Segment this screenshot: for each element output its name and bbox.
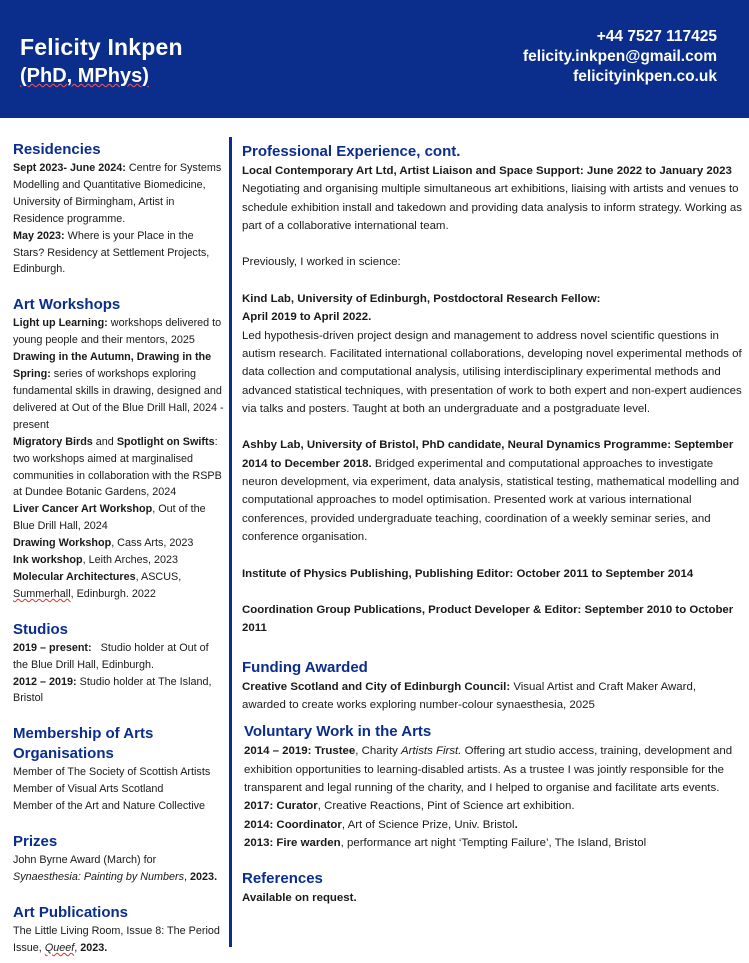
prize-item: John Byrne Award (March) for Synaesthesia: Painting by Numbers, 2023. bbox=[13, 854, 218, 883]
publications-heading: Art Publications bbox=[13, 903, 129, 921]
workshop-item: Drawing in the Autumn, Drawing in the Spring: series of workshops exploring fundamental skills in drawing, designed and delivered at Out of the Blue Drill Hall, 2024 - present bbox=[13, 351, 224, 431]
funding-item: Creative Scotland and City of Edinburgh Council: Visual Artist and Craft Maker Award, awarded to create works exploring number-colour synaesthesia, 2025 bbox=[242, 680, 697, 712]
job-description: Led hypothesis-driven project design and management to address novel scientific questions in autism research. Facilitated international collaborations, developing novel experimental methods of data collection and computational analysis, utilising interdisciplinary experimental methods and advanced statistical techniques, with presentation of work to both expert and non-expert audiences via talks and posters. Taught at both an undergraduate and a postgraduate level. bbox=[242, 329, 742, 415]
voluntary-item: 2017: Curator, Creative Reactions, Pint of Science art exhibition. bbox=[244, 800, 575, 813]
workshop-item: Migratory Birds and Spotlight on Swifts: two workshops aimed at marginalised communities in collaboration with the RSPB at Dundee Botanic Gardens, 2024 bbox=[13, 435, 222, 499]
voluntary-item: 2014 – 2019: Trustee, Charity Artists First. Offering art studio access, training, development and exhibition opportunities to learning-disabled artists. As a trustee I was jointly responsible for the transparent and legal running of the charity, and I helped to organise and facilitate arts events. bbox=[244, 745, 733, 794]
job-heading: Institute of Physics Publishing, Publishing Editor: October 2011 to September 2014 bbox=[242, 567, 694, 580]
contact-block bbox=[523, 27, 717, 87]
workshop-item: Light up Learning: workshops delivered to young people and their mentors, 2025 bbox=[13, 317, 222, 347]
studio-item: 2019 – present: Studio holder at Out of the Blue Drill Hall, Edinburgh. bbox=[13, 641, 212, 671]
job-heading: Local Contemporary Art Ltd, Artist Liaison and Space Support: June 2022 to January 2023 bbox=[242, 165, 732, 177]
references-heading: References bbox=[242, 870, 323, 888]
phone-number[interactable]: +44 7527 117425 bbox=[596, 28, 717, 45]
workshop-item: Liver Cancer Art Workshop, Out of the Blue Drill Hall, 2024 bbox=[13, 503, 206, 533]
email-address[interactable]: felicity.inkpen@gmail.com bbox=[523, 48, 717, 65]
funding-heading: Funding Awarded bbox=[242, 658, 368, 676]
workshop-item: Molecular Architectures, ASCUS, Summerhall, Edinburgh. 2022 bbox=[13, 570, 182, 600]
residency-item: Sept 2023- June 2024: Centre for Systems Modelling and Quantitative Biomedicine, University of Birmingham, Artist in Residence programme. bbox=[13, 162, 222, 225]
column-divider bbox=[229, 137, 232, 947]
header-banner bbox=[0, 0, 749, 118]
job-heading: Coordination Group Publications, Product Developer & Editor: September 2010 to October 2011 bbox=[242, 604, 734, 635]
voluntary-heading: Voluntary Work in the Arts bbox=[244, 723, 432, 741]
workshop-item: Ink workshop, Leith Arches, 2023 bbox=[13, 554, 179, 567]
previously-note: Previously, I worked in science: bbox=[242, 256, 401, 269]
voluntary-item: 2013: Fire warden, performance art night ‘Tempting Failure’, The Island, Bristol bbox=[244, 836, 647, 849]
membership-item: Member of Visual Arts Scotland bbox=[13, 783, 164, 796]
experience-heading: Professional Experience, cont. bbox=[242, 143, 461, 160]
main-column bbox=[242, 142, 742, 907]
studio-item: 2012 – 2019: Studio holder at The Island, Bristol bbox=[13, 675, 212, 705]
publication-item: The Little Living Room, Issue 8: The Period Issue, Queef, 2023. bbox=[13, 924, 220, 954]
sidebar bbox=[13, 140, 225, 957]
job-description: Negotiating and organising multiple simultaneous art exhibitions, liaising with artists and venues to schedule exhibition install and takedown and providing data analysis to inform strategy. Working as part of a collaborative international team. bbox=[242, 183, 742, 232]
qualifications-text: (PhD, MPhys) bbox=[20, 65, 149, 87]
person-name: Felicity Inkpen bbox=[20, 34, 183, 60]
job-entry: Ashby Lab, University of Bristol, PhD candidate, Neural Dynamics Programme: September 2014 to December 2018. Bridged experimental and computational approaches to investigate neuron development, via experiment, data analysis, statistical testing, mathematical modelling and computational approaches to model optimisation. Presented work at various international conferences, provided undergraduate teaching, coordination of a weekly seminar series, and conference organisation. bbox=[242, 439, 740, 543]
residency-item: May 2023: Where is your Place in the Stars? Residency at Settlement Projects, Edinburgh. bbox=[13, 229, 210, 276]
studios-heading: Studios bbox=[13, 620, 68, 638]
qualifications bbox=[20, 65, 149, 88]
job-dates: April 2019 to April 2022. bbox=[242, 311, 372, 324]
job-heading: Kind Lab, University of Edinburgh, Postdoctoral Research Fellow: bbox=[242, 293, 601, 306]
prizes-heading: Prizes bbox=[13, 833, 58, 851]
website-link[interactable]: felicityinkpen.co.uk bbox=[573, 68, 717, 85]
voluntary-item: 2014: Coordinator, Art of Science Prize, Univ. Bristol. bbox=[244, 818, 518, 831]
membership-item: Member of The Society of Scottish Artists bbox=[13, 766, 211, 779]
membership-item: Member of the Art and Nature Collective bbox=[13, 800, 206, 813]
references-text: Available on request. bbox=[242, 892, 357, 905]
residencies-heading: Residencies bbox=[13, 141, 101, 158]
membership-heading: Membership of Arts Organisations bbox=[13, 725, 154, 763]
workshop-item: Drawing Workshop, Cass Arts, 2023 bbox=[13, 537, 194, 550]
workshops-heading: Art Workshops bbox=[13, 296, 121, 314]
